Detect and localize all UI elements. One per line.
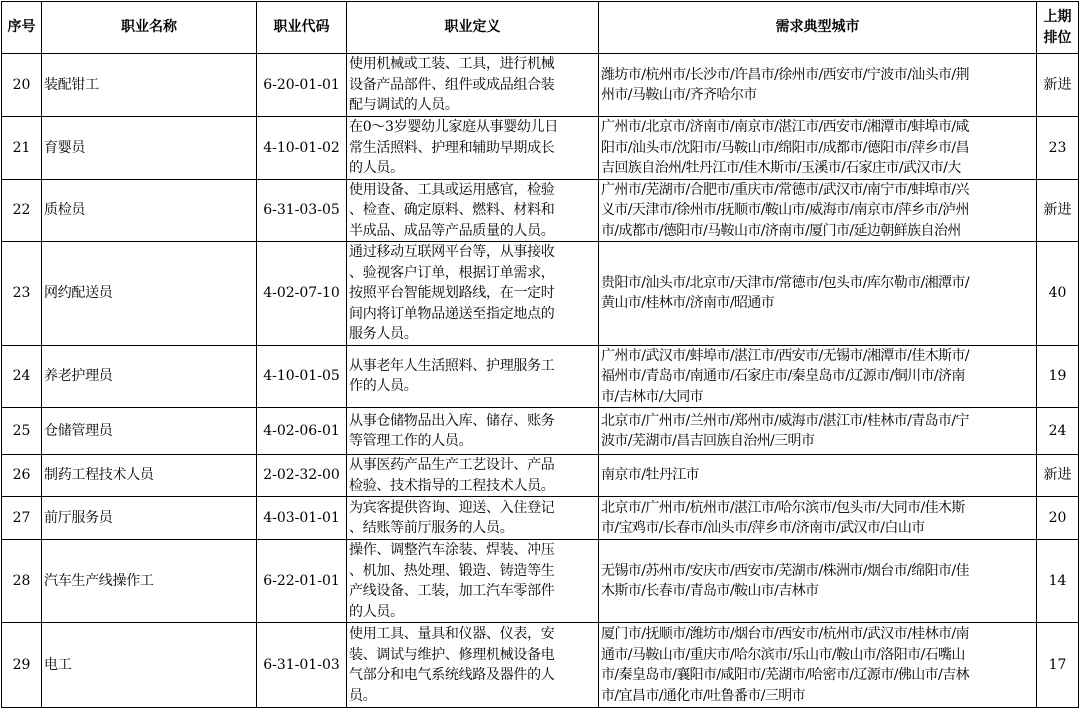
header-name: 职业名称 [42, 2, 257, 54]
row-number: 20 [2, 54, 42, 117]
previous-rank: 20 [1037, 497, 1079, 540]
table-row [2, 408, 1079, 455]
row-number: 23 [2, 242, 42, 346]
header-no: 序号 [2, 2, 42, 54]
previous-rank: 新进 [1037, 179, 1079, 242]
occupation-definition: 使用设备、工具或运用感官，检验 、检查、确定原料、燃料、材料和 半成品、成品等产品质量的人员。 [347, 179, 599, 242]
occupation-name: 制药工程技术人员 [42, 455, 257, 497]
header-code: 职业代码 [257, 2, 347, 54]
previous-rank: 40 [1037, 242, 1079, 346]
table-row [2, 179, 1079, 242]
demand-cities: 无锡市/苏州市/安庆市/西安市/芜湖市/株洲市/烟台市/绵阳市/佳 木斯市/长春市/青岛市/鞍山市/吉林市 [599, 540, 1037, 623]
previous-rank: 新进 [1037, 54, 1079, 117]
occupation-code: 6-20-01-01 [257, 54, 347, 117]
demand-cities: 北京市/广州市/杭州市/湛江市/哈尔滨市/包头市/大同市/佳木斯 市/宝鸡市/长春市/汕头市/萍乡市/济南市/武汉市/白山市 [599, 497, 1037, 540]
occupation-definition: 为宾客提供咨询、迎送、入住登记 、结账等前厅服务的人员。 [347, 497, 599, 540]
previous-rank: 14 [1037, 540, 1079, 623]
occupation-code: 4-10-01-05 [257, 345, 347, 408]
occupation-code: 4-02-06-01 [257, 408, 347, 455]
occupation-code: 6-31-03-05 [257, 179, 347, 242]
demand-cities: 广州市/武汉市/蚌埠市/湛江市/西安市/无锡市/湘潭市/佳木斯市/ 福州市/青岛市/南通市/石家庄市/秦皇岛市/辽源市/铜川市/济南 市/吉林市/大同市 [599, 345, 1037, 408]
occupation-code: 6-22-01-01 [257, 540, 347, 623]
demand-cities: 厦门市/抚顺市/潍坊市/烟台市/西安市/杭州市/武汉市/桂林市/南 通市/马鞍山市/重庆市/哈尔滨市/乐山市/鞍山市/洛阳市/石嘴山 市/秦皇岛市/襄阳市/咸阳市/芜湖市/哈密市/辽源市/佛山市/吉林 市/宜昌市/通化市/吐鲁番市/三明市 [599, 623, 1037, 708]
occupation-name: 育婴员 [42, 117, 257, 180]
previous-rank: 17 [1037, 623, 1079, 708]
demand-cities: 南京市/牡丹江市 [599, 455, 1037, 497]
occupation-definition: 在0～3岁婴幼儿家庭从事婴幼儿日 常生活照料、护理和辅助早期成长 的人员。 [347, 117, 599, 180]
occupation-code: 4-10-01-02 [257, 117, 347, 180]
occupation-name: 网约配送员 [42, 242, 257, 346]
demand-cities: 北京市/广州市/兰州市/郑州市/威海市/湛江市/桂林市/青岛市/宁 波市/芜湖市/昌吉回族自治州/三明市 [599, 408, 1037, 455]
table-row [2, 345, 1079, 408]
row-number: 25 [2, 408, 42, 455]
occupation-code: 2-02-32-00 [257, 455, 347, 497]
occupation-definition: 使用工具、量具和仪器、仪表，安 装、调试与维护、修理机械设备电 气部分和电气系统线路及器件的人 员。 [347, 623, 599, 708]
demand-cities: 贵阳市/汕头市/北京市/天津市/常德市/包头市/库尔勒市/湘潭市/ 黄山市/桂林市/济南市/昭通市 [599, 242, 1037, 346]
occupation-name: 质检员 [42, 179, 257, 242]
occupation-code: 4-03-01-01 [257, 497, 347, 540]
demand-cities: 广州市/北京市/济南市/南京市/湛江市/西安市/湘潭市/蚌埠市/咸 阳市/汕头市/沈阳市/马鞍山市/绵阳市/成都市/德阳市/萍乡市/昌 吉回族自治州/牡丹江市/佳木斯市/玉溪市/石家庄市/武汉市/大 [599, 117, 1037, 180]
occupation-definition: 通过移动互联网平台等，从事接收 、验视客户订单，根据订单需求， 按照平台智能规划路线，在一定时 间内将订单物品递送至指定地点的 服务人员。 [347, 242, 599, 346]
header-row [2, 2, 1079, 54]
previous-rank: 23 [1037, 117, 1079, 180]
demand-cities: 广州市/芜湖市/合肥市/重庆市/常德市/武汉市/南宁市/蚌埠市/兴 义市/天津市/徐州市/抚顺市/鞍山市/威海市/南京市/萍乡市/泸州 市/成都市/德阳市/马鞍山市/济南市/厦门市/延边朝鲜族自治州 [599, 179, 1037, 242]
row-number: 21 [2, 117, 42, 180]
occupation-name: 汽车生产线操作工 [42, 540, 257, 623]
table-row [2, 455, 1079, 497]
demand-cities: 潍坊市/杭州市/长沙市/许昌市/徐州市/西安市/宁波市/汕头市/荆 州市/马鞍山市/齐齐哈尔市 [599, 54, 1037, 117]
table-row [2, 623, 1079, 708]
table-row [2, 54, 1079, 117]
occupation-name: 仓储管理员 [42, 408, 257, 455]
occupation-definition: 使用机械或工装、工具，进行机械 设备产品部件、组件或成品组合装 配与调试的人员。 [347, 54, 599, 117]
header-cities: 需求典型城市 [599, 2, 1037, 54]
table-row [2, 117, 1079, 180]
row-number: 28 [2, 540, 42, 623]
previous-rank: 19 [1037, 345, 1079, 408]
row-number: 26 [2, 455, 42, 497]
previous-rank: 24 [1037, 408, 1079, 455]
occupation-definition: 从事老年人生活照料、护理服务工 作的人员。 [347, 345, 599, 408]
row-number: 27 [2, 497, 42, 540]
occupation-code: 4-02-07-10 [257, 242, 347, 346]
occupation-name: 电工 [42, 623, 257, 708]
table-row [2, 540, 1079, 623]
row-number: 24 [2, 345, 42, 408]
occupation-code: 6-31-01-03 [257, 623, 347, 708]
table-row [2, 242, 1079, 346]
table-row [2, 497, 1079, 540]
occupation-definition: 操作、调整汽车涂装、焊装、冲压 、机加、热处理、锻造、铸造等生 产线设备、工装，加工汽车零部件 的人员。 [347, 540, 599, 623]
occupation-name: 装配钳工 [42, 54, 257, 117]
occupation-definition: 从事医药产品生产工艺设计、产品 检验、技术指导的工程技术人员。 [347, 455, 599, 497]
previous-rank: 新进 [1037, 455, 1079, 497]
occupation-definition: 从事仓储物品出入库、储存、账务 等管理工作的人员。 [347, 408, 599, 455]
occupation-table [1, 1, 1079, 708]
row-number: 22 [2, 179, 42, 242]
occupation-name: 前厅服务员 [42, 497, 257, 540]
header-definition: 职业定义 [347, 2, 599, 54]
occupation-name: 养老护理员 [42, 345, 257, 408]
row-number: 29 [2, 623, 42, 708]
header-rank: 上期 排位 [1037, 2, 1079, 54]
